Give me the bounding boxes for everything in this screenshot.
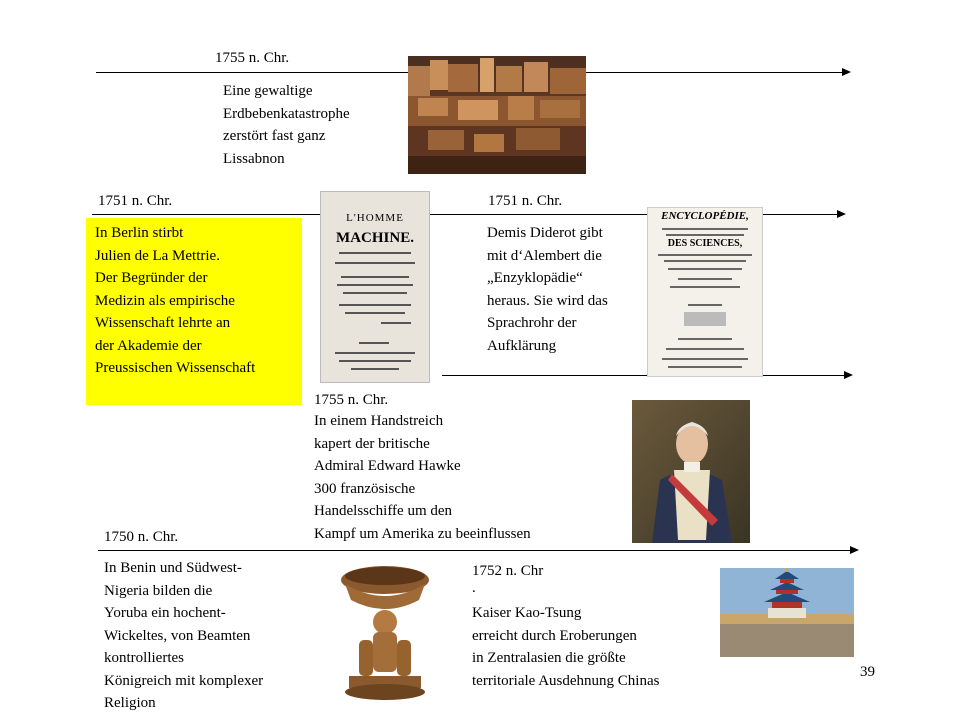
sciences-title: DES SCIENCES,	[667, 238, 743, 249]
yoruba-carved-bowl	[335, 560, 434, 702]
encyclopedie-title-page	[647, 207, 763, 377]
page-number: 39	[860, 664, 875, 680]
hawke-text: In einem Handstreich kapert der britische Admiral Edward Hawke 300 französische Handelsschiffe um den Kampf um Amerika zu beeinflussen	[314, 413, 531, 542]
berlin-date: 1751 n. Chr.	[98, 193, 173, 209]
temple-of-heaven-photo	[720, 568, 854, 657]
china-text: Kaiser Kao-Tsung erreicht durch Eroberungen in Zentralasien die größte territoriale Ausdehnung Chinas	[472, 605, 660, 689]
machine-title: MACHINE.	[336, 230, 414, 246]
china-date: 1752 n. Chr	[472, 563, 544, 579]
timeline-arrow-3	[844, 371, 853, 379]
timeline-arrow-1	[842, 68, 851, 76]
berlin-text: In Berlin stirbt Julien de La Mettrie. Der Begründer der Medizin als empirische Wissenschaft lehrte an der Akademie der Preussischen Wissenschaft	[95, 225, 256, 376]
encyclopedie-date: 1751 n. Chr.	[488, 193, 563, 209]
timeline-arrow-2	[837, 210, 846, 218]
hawke-date: 1755 n. Chr.	[314, 392, 389, 408]
yoruba-text: In Benin und Südwest- Nigeria bilden die Yoruba ein hochent- Wickeltes, von Beamten kontrolliertes Königreich mit komplexer Religion	[104, 560, 264, 711]
encyclopedie-title: ENCYCLOPÉDIE,	[661, 210, 749, 222]
lisbon-date: 1755 n. Chr.	[215, 50, 290, 66]
admiral-hawke-portrait	[632, 400, 750, 543]
lisbon-text: Eine gewaltige Erdbebenkatastrophe zerstört fast ganz Lissabnon	[223, 83, 350, 167]
lhomme-machine-title-page	[320, 191, 430, 383]
lhomme-title: L'HOMME	[346, 212, 404, 224]
lisbon-city-photo	[408, 56, 586, 174]
timeline-arrow-4	[850, 546, 859, 554]
yoruba-date: 1750 n. Chr.	[104, 529, 179, 545]
china-dot: .	[472, 580, 476, 596]
timeline-line-4	[98, 550, 850, 551]
timeline-line-3	[442, 375, 844, 376]
encyclopedie-text: Demis Diderot gibt mit d‘Alembert die „Enzyklopädie“ heraus. Sie wird das Sprachrohr der Aufklärung	[487, 225, 608, 354]
